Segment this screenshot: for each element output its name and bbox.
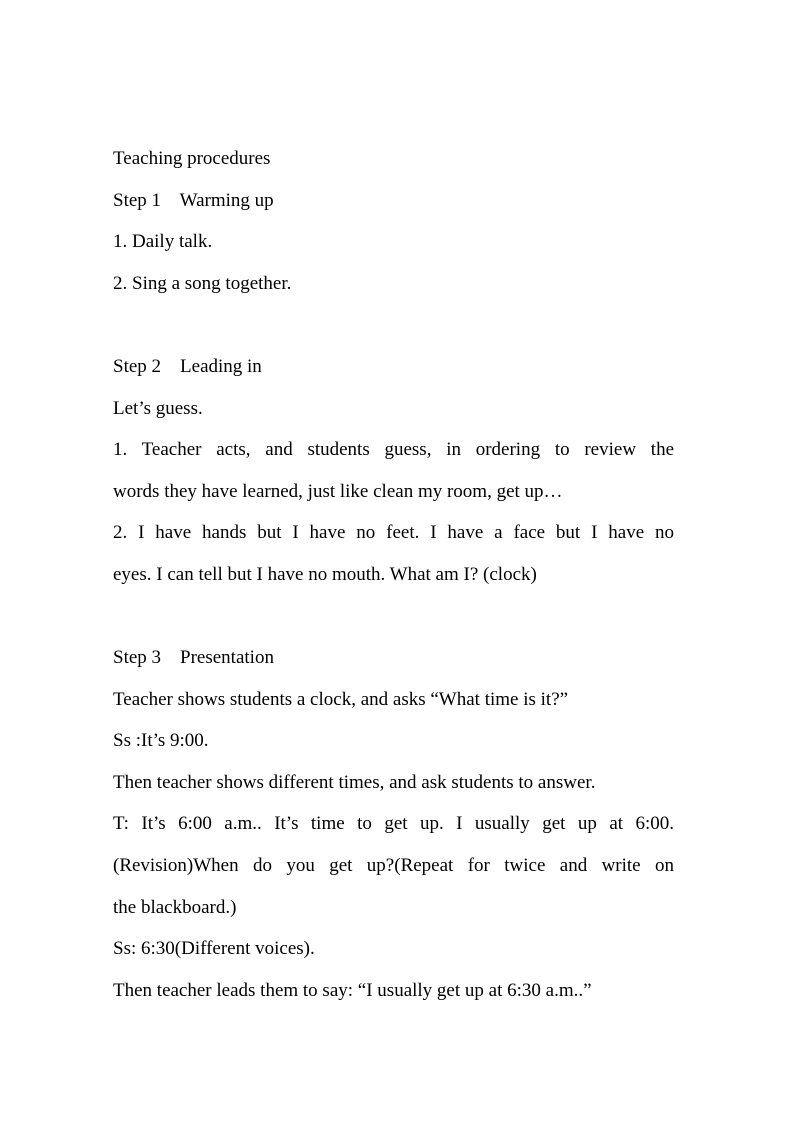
step2-item2-line1: 2. I have hands but I have no feet. I have a face but I have no xyxy=(113,522,674,543)
step3-line-2: Ss :It’s 9:00. xyxy=(113,730,209,751)
step3-line-8: Then teacher leads them to say: “I usually get up at 6:30 a.m..” xyxy=(113,980,592,1001)
document-title: Teaching procedures xyxy=(113,148,271,169)
step3-line-7: Ss: 6:30(Different voices). xyxy=(113,938,315,959)
step2-item1-line1: 1. Teacher acts, and students guess, in ordering to review the xyxy=(113,439,674,460)
step3-line-1: Teacher shows students a clock, and asks “What time is it?” xyxy=(113,689,569,710)
step2-heading: Step 2 Leading in xyxy=(113,356,262,377)
step3-line-3: Then teacher shows different times, and ask students to answer. xyxy=(113,772,596,793)
step1-item-1: 1. Daily talk. xyxy=(113,231,213,252)
step2-item2-line2: eyes. I can tell but I have no mouth. What am I? (clock) xyxy=(113,564,537,585)
step3-line-4: T: It’s 6:00 a.m.. It’s time to get up. I usually get up at 6:00. xyxy=(113,813,674,834)
step3-line-6: the blackboard.) xyxy=(113,897,237,918)
step3-heading: Step 3 Presentation xyxy=(113,647,274,668)
step1-item-2: 2. Sing a song together. xyxy=(113,273,292,294)
step2-intro: Let’s guess. xyxy=(113,398,203,419)
step2-item1-line2: words they have learned, just like clean my room, get up… xyxy=(113,481,563,502)
step1-heading: Step 1 Warming up xyxy=(113,190,274,211)
step3-line-5: (Revision)When do you get up?(Repeat for twice and write on xyxy=(113,855,674,876)
